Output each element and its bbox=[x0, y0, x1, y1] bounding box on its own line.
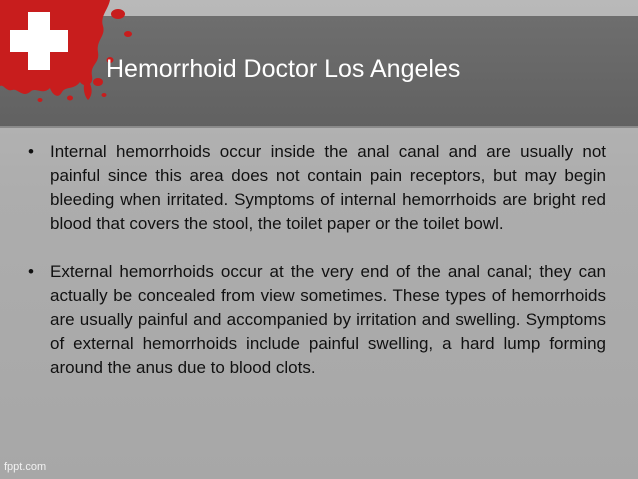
bullet-marker: • bbox=[28, 142, 34, 161]
bullet-list bbox=[28, 140, 606, 404]
bullet-marker: • bbox=[28, 262, 34, 281]
bullet-item-internal bbox=[28, 140, 606, 236]
bullet-text: External hemorrhoids occur at the very end of the anal canal; they can actually be concealed from view sometimes. These types of hemorrhoids are usually painful and accompanied by irritation and swelling. Symptoms of external hemorrhoids include painful swelling, a hard lump forming around the anus due to blood clots. bbox=[50, 262, 606, 377]
watermark: fppt.com bbox=[4, 461, 47, 473]
slide-title: Hemorrhoid Doctor Los Angeles bbox=[106, 55, 461, 83]
title-divider bbox=[0, 126, 638, 128]
bullet-text: Internal hemorrhoids occur inside the anal canal and are usually not painful since this area does not contain pain receptors, but may begin bleeding when irritated. Symptoms of internal hemorrhoids are bright red blood that covers the stool, the toilet paper or the toilet bowl. bbox=[50, 142, 606, 233]
bullet-item-external bbox=[28, 260, 606, 380]
